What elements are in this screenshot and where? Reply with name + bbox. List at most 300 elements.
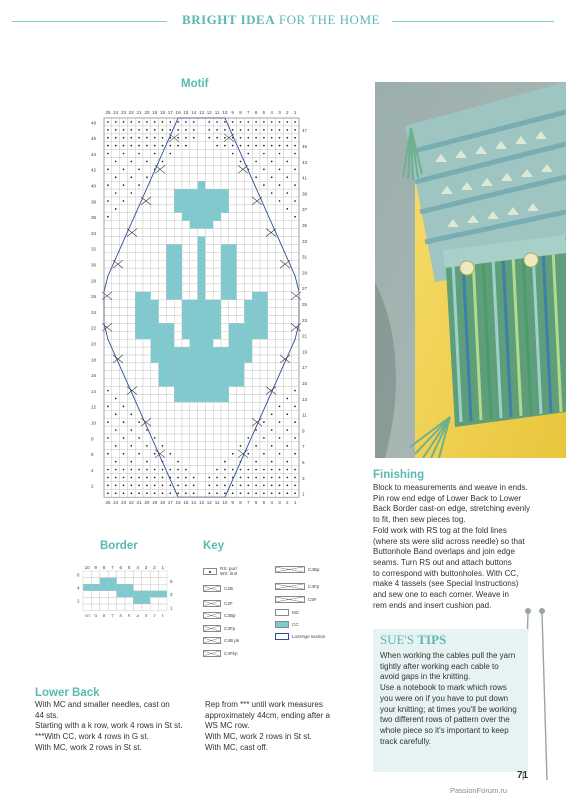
- motif-cell: [205, 450, 213, 458]
- motif-cell: [166, 458, 174, 466]
- motif-cell: [252, 284, 260, 292]
- motif-cell: [221, 442, 229, 450]
- motif-cell: [283, 402, 291, 410]
- purl-dot: [279, 169, 281, 171]
- border-cell-cc: [150, 591, 158, 598]
- motif-cell-cc: [166, 347, 174, 355]
- motif-cell: [143, 213, 151, 221]
- purl-dot: [216, 129, 218, 131]
- purl-dot: [107, 216, 109, 218]
- motif-cell: [143, 371, 151, 379]
- border-col-number: 5: [127, 565, 131, 570]
- key-item: [203, 600, 233, 607]
- motif-cell: [244, 292, 252, 300]
- border-cell: [159, 571, 167, 578]
- key-label: C2B: [224, 586, 233, 591]
- motif-cell: [252, 387, 260, 395]
- motif-cell: [291, 410, 299, 418]
- purl-dot: [130, 429, 132, 431]
- motif-cell: [260, 379, 268, 387]
- purl-dot: [146, 492, 148, 494]
- border-cell: [83, 604, 91, 611]
- motif-cell: [221, 410, 229, 418]
- motif-cell: [135, 189, 143, 197]
- motif-cell: [159, 213, 167, 221]
- motif-cell: [205, 410, 213, 418]
- border-cell: [150, 571, 158, 578]
- motif-cell: [260, 458, 268, 466]
- motif-cell-cc: [229, 284, 237, 292]
- motif-cell: [159, 410, 167, 418]
- purl-dot: [286, 477, 288, 479]
- purl-dot: [263, 477, 265, 479]
- motif-cell: [205, 229, 213, 237]
- motif-cell: [151, 237, 159, 245]
- motif-cell: [104, 229, 112, 237]
- motif-cell: [190, 402, 198, 410]
- motif-cell: [205, 268, 213, 276]
- border-col-number: 9: [94, 613, 97, 617]
- motif-cell: [213, 252, 221, 260]
- motif-cell-cc: [244, 339, 252, 347]
- motif-cell: [276, 426, 284, 434]
- motif-cell: [135, 260, 143, 268]
- motif-cell: [127, 197, 135, 205]
- motif-row-number: 43: [302, 159, 308, 165]
- motif-cell-cc: [190, 300, 198, 308]
- purl-dot: [138, 184, 140, 186]
- motif-cell: [198, 418, 206, 426]
- motif-cell: [120, 323, 128, 331]
- motif-cell: [237, 316, 245, 324]
- motif-row-number: 47: [302, 128, 308, 134]
- motif-cell: [182, 260, 190, 268]
- motif-cell: [221, 434, 229, 442]
- motif-cell: [276, 331, 284, 339]
- purl-dot: [138, 421, 140, 423]
- motif-row-number: 25: [302, 302, 308, 308]
- motif-cell: [112, 418, 120, 426]
- purl-dot: [130, 445, 132, 447]
- motif-cell: [260, 347, 268, 355]
- motif-cell-cc: [198, 371, 206, 379]
- motif-cell: [166, 410, 174, 418]
- purl-dot: [115, 477, 117, 479]
- motif-cell: [174, 165, 182, 173]
- cable-symbol-icon: [203, 600, 221, 607]
- motif-cell-cc: [174, 189, 182, 197]
- motif-cell-cc: [174, 379, 182, 387]
- motif-cell-cc: [229, 276, 237, 284]
- motif-cell: [182, 442, 190, 450]
- motif-cell: [174, 402, 182, 410]
- motif-cell: [182, 237, 190, 245]
- motif-cell: [174, 410, 182, 418]
- motif-cell: [120, 410, 128, 418]
- purl-dot: [123, 129, 125, 131]
- motif-cell: [291, 363, 299, 371]
- motif-cell-cc: [205, 379, 213, 387]
- motif-cell-cc: [205, 387, 213, 395]
- purl-dot: [130, 129, 132, 131]
- purl-dot: [162, 137, 164, 139]
- motif-cell-cc: [174, 395, 182, 403]
- motif-col-number: 10: [222, 500, 228, 506]
- finishing-text-line: to fit, then sew pieces tog.: [373, 515, 466, 525]
- border-cell: [125, 578, 133, 585]
- purl-dot: [294, 453, 296, 455]
- purl-dot: [115, 461, 117, 463]
- motif-cell-cc: [135, 300, 143, 308]
- motif-row-number: 33: [302, 238, 308, 244]
- key-label: C2F: [224, 601, 233, 606]
- motif-cell-cc: [190, 339, 198, 347]
- motif-cell: [120, 355, 128, 363]
- purl-dot: [123, 437, 125, 439]
- motif-cell: [182, 173, 190, 181]
- motif-col-number: 3: [278, 110, 281, 115]
- motif-col-number: 3: [278, 500, 281, 506]
- motif-cell: [127, 355, 135, 363]
- motif-cell: [283, 308, 291, 316]
- motif-cell: [205, 402, 213, 410]
- purl-dot: [216, 485, 218, 487]
- motif-cell-cc: [190, 347, 198, 355]
- motif-cell: [182, 434, 190, 442]
- border-cell: [108, 597, 116, 604]
- motif-cell-cc: [213, 323, 221, 331]
- motif-cell: [291, 205, 299, 213]
- motif-cell: [268, 197, 276, 205]
- motif-cell: [276, 300, 284, 308]
- motif-cell: [237, 410, 245, 418]
- motif-cell: [213, 434, 221, 442]
- motif-cell: [276, 347, 284, 355]
- motif-cell: [104, 189, 112, 197]
- purl-dot: [123, 137, 125, 139]
- motif-cell: [291, 244, 299, 252]
- motif-cell: [229, 173, 237, 181]
- motif-cell-cc: [252, 308, 260, 316]
- purl-dot: [224, 469, 226, 471]
- border-col-number: 7: [111, 565, 114, 570]
- motif-cell: [190, 244, 198, 252]
- motif-cell-cc: [221, 252, 229, 260]
- motif-cell: [291, 355, 299, 363]
- motif-row-number: 40: [91, 183, 97, 189]
- motif-cell: [190, 466, 198, 474]
- key-item: [203, 650, 238, 657]
- motif-cell-cc: [229, 260, 237, 268]
- tips-text-line: whole piece so it's important to keep: [380, 725, 509, 735]
- motif-cell: [135, 173, 143, 181]
- purl-dot: [107, 469, 109, 471]
- purl-dot: [123, 485, 125, 487]
- motif-cell-cc: [151, 339, 159, 347]
- border-cell: [133, 584, 141, 591]
- motif-cell: [112, 379, 120, 387]
- motif-cell: [213, 276, 221, 284]
- motif-cell: [276, 442, 284, 450]
- purl-dot: [232, 492, 234, 494]
- motif-cell: [244, 458, 252, 466]
- motif-cell: [120, 442, 128, 450]
- purl-dot: [255, 145, 257, 147]
- purl-dot: [279, 453, 281, 455]
- motif-cell-cc: [198, 221, 206, 229]
- border-cell: [125, 604, 133, 611]
- motif-col-number: 23: [120, 500, 127, 506]
- motif-cell: [143, 260, 151, 268]
- purl-dot: [115, 145, 117, 147]
- motif-cell-cc: [159, 323, 167, 331]
- motif-cell-cc: [143, 300, 151, 308]
- motif-cell: [213, 165, 221, 173]
- motif-cell: [252, 395, 260, 403]
- motif-cell-cc: [237, 323, 245, 331]
- motif-cell: [143, 205, 151, 213]
- motif-cell: [198, 426, 206, 434]
- motif-cell: [135, 339, 143, 347]
- motif-cell-cc: [166, 260, 174, 268]
- motif-cell-cc: [174, 387, 182, 395]
- border-cell: [159, 597, 167, 604]
- motif-cell-cc: [190, 197, 198, 205]
- purl-dot: [123, 169, 125, 171]
- motif-cell: [221, 237, 229, 245]
- purl-dot: [286, 121, 288, 123]
- motif-cell-cc: [229, 379, 237, 387]
- motif-cell: [174, 339, 182, 347]
- motif-cell: [252, 213, 260, 221]
- motif-cell: [276, 260, 284, 268]
- purl-dot: [224, 145, 226, 147]
- purl-dot: [162, 145, 164, 147]
- purl-dot: [193, 137, 195, 139]
- motif-cell: [213, 339, 221, 347]
- motif-cell-cc: [205, 300, 213, 308]
- motif-cell: [268, 252, 276, 260]
- motif-row-number: 28: [91, 278, 97, 284]
- border-cell-cc: [133, 591, 141, 598]
- key-item: [275, 609, 299, 616]
- motif-cell: [237, 213, 245, 221]
- motif-cell: [198, 434, 206, 442]
- motif-cell-cc: [198, 213, 206, 221]
- motif-cell: [276, 292, 284, 300]
- motif-cell: [182, 284, 190, 292]
- motif-cell-cc: [174, 371, 182, 379]
- purl-dot: [169, 145, 171, 147]
- purl-dot: [177, 485, 179, 487]
- motif-cell: [159, 387, 167, 395]
- motif-cell-cc: [205, 197, 213, 205]
- purl-dot: [286, 129, 288, 131]
- motif-row-number: 11: [302, 412, 307, 418]
- motif-cell: [283, 181, 291, 189]
- motif-cell-cc: [198, 181, 206, 189]
- motif-cell: [229, 458, 237, 466]
- motif-cell: [112, 244, 120, 252]
- border-cell: [91, 578, 99, 585]
- motif-cell: [112, 308, 120, 316]
- motif-cell-cc: [174, 355, 182, 363]
- motif-cell: [182, 339, 190, 347]
- motif-cell: [135, 458, 143, 466]
- motif-row-number: 20: [91, 341, 97, 347]
- motif-cell: [205, 165, 213, 173]
- motif-cell: [276, 268, 284, 276]
- motif-cell-cc: [198, 387, 206, 395]
- purl-dot: [279, 184, 281, 186]
- motif-cell: [104, 260, 112, 268]
- purl-dot: [216, 477, 218, 479]
- tips-text-line: two different rows of pattern over the: [380, 715, 510, 725]
- motif-cell: [190, 418, 198, 426]
- motif-cell: [190, 165, 198, 173]
- motif-cell: [190, 173, 198, 181]
- motif-cell-cc: [229, 355, 237, 363]
- border-cell: [125, 597, 133, 604]
- motif-cell: [127, 434, 135, 442]
- motif-row-number: 6: [91, 452, 94, 458]
- motif-cell: [159, 173, 167, 181]
- motif-cell: [291, 221, 299, 229]
- motif-cell: [104, 426, 112, 434]
- border-col-number: 6: [119, 613, 123, 617]
- motif-cell: [205, 434, 213, 442]
- motif-row-number: 44: [91, 151, 97, 157]
- motif-cell: [291, 308, 299, 316]
- motif-row-number: 32: [91, 246, 97, 252]
- purl-dot: [130, 485, 132, 487]
- purl-dot: [146, 137, 148, 139]
- motif-cell-cc: [213, 347, 221, 355]
- motif-cell-cc: [182, 300, 190, 308]
- purl-dot: [107, 137, 109, 139]
- motif-cell: [135, 213, 143, 221]
- purl-dot: [193, 129, 195, 131]
- motif-cell-cc: [198, 252, 206, 260]
- motif-cell-cc: [237, 331, 245, 339]
- motif-cell-cc: [221, 276, 229, 284]
- motif-cell: [174, 442, 182, 450]
- motif-cell: [151, 402, 159, 410]
- motif-cell-cc: [237, 339, 245, 347]
- motif-cell: [112, 213, 120, 221]
- border-cell: [133, 578, 141, 585]
- tips-text-line: Use a notebook to mark which rows: [380, 683, 507, 693]
- motif-row-number: 3: [302, 475, 305, 481]
- border-cell-cc: [108, 578, 116, 585]
- motif-cell: [252, 252, 260, 260]
- motif-cell: [159, 292, 167, 300]
- motif-cell: [166, 300, 174, 308]
- purl-dot: [255, 137, 257, 139]
- motif-cell: [135, 363, 143, 371]
- purl-dot: [185, 121, 187, 123]
- motif-row-number: 37: [302, 207, 308, 213]
- purl-dot: [247, 485, 249, 487]
- motif-cell: [182, 276, 190, 284]
- motif-cell: [190, 276, 198, 284]
- motif-cell: [135, 237, 143, 245]
- motif-cell: [104, 221, 112, 229]
- tips-text-line: avoid gaps in the knitting.: [380, 672, 471, 682]
- motif-cell: [283, 316, 291, 324]
- border-cell: [100, 591, 108, 598]
- motif-cell-cc: [174, 244, 182, 252]
- motif-cell: [159, 300, 167, 308]
- motif-row-number: 35: [302, 223, 308, 229]
- motif-col-number: 19: [152, 500, 158, 506]
- motif-row-number: 39: [302, 191, 308, 197]
- border-col-number: 5: [127, 613, 131, 617]
- purl-dot: [123, 453, 125, 455]
- motif-cell-cc: [174, 197, 182, 205]
- motif-cell: [190, 426, 198, 434]
- purl-dot: [271, 145, 273, 147]
- motif-cell: [127, 237, 135, 245]
- border-col-number: 1: [161, 613, 165, 617]
- motif-cell: [159, 260, 167, 268]
- motif-cell: [151, 442, 159, 450]
- motif-cell-cc: [166, 379, 174, 387]
- motif-cell-cc: [198, 244, 206, 252]
- purl-dot: [185, 469, 187, 471]
- motif-row-number: 17: [302, 365, 308, 371]
- motif-cell-cc: [159, 371, 167, 379]
- motif-cell: [190, 150, 198, 158]
- motif-cell: [221, 316, 229, 324]
- motif-cell-cc: [205, 371, 213, 379]
- border-cell: [108, 591, 116, 598]
- border-cell: [91, 597, 99, 604]
- motif-cell: [151, 387, 159, 395]
- motif-cell-cc: [182, 197, 190, 205]
- motif-cell: [237, 300, 245, 308]
- motif-cell: [260, 158, 268, 166]
- motif-cell: [276, 221, 284, 229]
- motif-cell: [213, 284, 221, 292]
- purl-dot: [294, 492, 296, 494]
- motif-cell: [229, 395, 237, 403]
- purl-dot: [224, 461, 226, 463]
- motif-cell: [174, 221, 182, 229]
- border-cell: [142, 604, 150, 611]
- purl-dot: [154, 485, 156, 487]
- motif-cell-cc: [182, 205, 190, 213]
- motif-col-number: 6: [254, 500, 258, 506]
- purl-dot: [286, 176, 288, 178]
- motif-cell-cc: [159, 355, 167, 363]
- purl-dot: [162, 161, 164, 163]
- border-cell-cc: [91, 584, 99, 591]
- motif-cell: [244, 189, 252, 197]
- motif-cell: [112, 237, 120, 245]
- motif-row-number: 46: [91, 136, 97, 142]
- motif-cell: [198, 142, 206, 150]
- header-rule-right: [392, 21, 554, 22]
- purl-dot: [130, 492, 132, 494]
- purl-dot: [240, 485, 242, 487]
- purl-dot: [130, 461, 132, 463]
- purl-dot: [138, 121, 140, 123]
- motif-col-number: 17: [167, 500, 173, 506]
- purl-dot: [115, 413, 117, 415]
- motif-cell-cc: [143, 323, 151, 331]
- purl-dot: [279, 437, 281, 439]
